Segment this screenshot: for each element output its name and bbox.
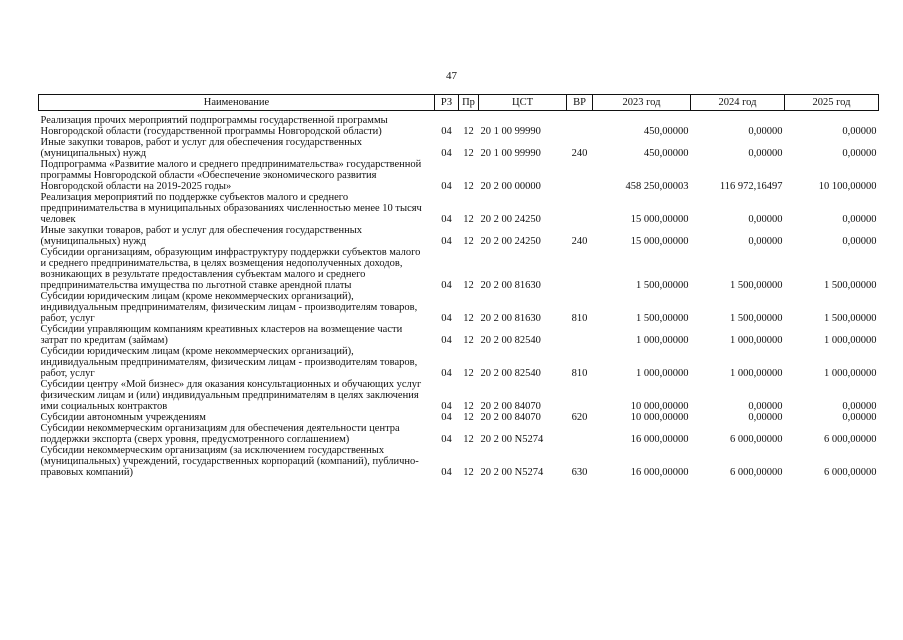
cell-pr: 12 [463,467,474,478]
cell-2025: 0,00000 [842,412,877,423]
cell-vr [567,159,593,192]
cell-cst: 20 2 00 81630 [480,280,541,291]
cell-2024: 6 000,00000 [730,467,783,478]
header-2025: 2025 год [785,95,879,111]
cell-name: Субсидии центру «Мой бизнес» для оказания консультационных и обучающих услуг физическим лицам и (или) индивидуальным предпринимателям в целях заключения ими социальных контрактов [40,379,422,412]
cell-pr: 12 [463,368,474,379]
table-row [39,137,879,159]
cell-2023: 450,00000 [643,126,689,137]
cell-pr: 12 [463,412,474,423]
cell-2025: 0,00000 [842,148,877,159]
cell-2023: 1 500,00000 [636,280,689,291]
cell-2023: 15 000,00000 [630,214,689,225]
cell-rz: 04 [441,434,452,445]
cell-2024: 1 500,00000 [730,280,783,291]
cell-cst: 20 2 00 N5274 [480,434,544,445]
table-row [39,192,879,225]
cell-2025: 1 000,00000 [824,335,877,346]
cell-cst: 20 2 00 81630 [480,313,541,324]
cell-name: Субсидии организациям, образующим инфраструктуру поддержки субъектов малого и среднего предпринимательства, в целях возмещения недополученных доходов, возникающих в результате предоставления субъектам малого и среднего предпринимательства имущества по льготной ставке арендной платы [40,247,421,291]
cell-cst: 20 2 00 82540 [480,368,541,379]
table-body [39,111,879,479]
cell-2025: 1 500,00000 [824,313,877,324]
cell-cst: 20 2 00 24250 [480,214,541,225]
cell-pr: 12 [463,181,474,192]
cell-cst: 20 1 00 99990 [480,148,541,159]
table-row [39,379,879,412]
header-pr: Пр [459,95,479,111]
cell-vr [567,111,593,138]
cell-pr: 12 [463,236,474,247]
cell-pr: 12 [463,126,474,137]
table-row [39,111,879,138]
cell-2025: 0,00000 [842,214,877,225]
cell-vr [567,247,593,291]
cell-vr: 810 [571,313,588,324]
cell-rz: 04 [441,181,452,192]
cell-2023: 450,00000 [643,148,689,159]
cell-name: Субсидии юридическим лицам (кроме некоммерческих организаций), индивидуальным предпринимателям, физическим лицам - производителям товаров, работ, услуг [40,291,418,324]
cell-name: Субсидии некоммерческим организациям для обеспечения деятельности центра поддержки экспорта (сверх уровня, предусмотренного соглашением) [40,423,400,445]
cell-pr: 12 [463,434,474,445]
cell-2024: 0,00000 [748,148,783,159]
header-2023: 2023 год [593,95,691,111]
cell-2025: 6 000,00000 [824,434,877,445]
cell-vr [567,423,593,445]
header-2024: 2024 год [691,95,785,111]
cell-name: Субсидии автономным учреждениям [40,412,206,423]
cell-cst: 20 1 00 99990 [480,126,541,137]
table-row [39,159,879,192]
cell-2024: 0,00000 [748,214,783,225]
cell-vr: 240 [571,148,588,159]
cell-rz: 04 [441,236,452,247]
cell-vr [567,192,593,225]
cell-2024: 0,00000 [748,126,783,137]
cell-2023: 1 500,00000 [636,313,689,324]
cell-name: Субсидии некоммерческим организациям (за исключением государственных (муниципальных) учреждений, государственных корпораций (компаний), публично-правовых компаний) [40,445,419,478]
cell-cst: 20 2 00 84070 [480,401,541,412]
cell-2023: 10 000,00000 [630,401,689,412]
cell-2023: 1 000,00000 [636,368,689,379]
cell-vr: 620 [571,412,588,423]
cell-name: Субсидии юридическим лицам (кроме некоммерческих организаций), индивидуальным предпринимателям, физическим лицам - производителям товаров, работ, услуг [40,346,418,379]
cell-2023: 1 000,00000 [636,335,689,346]
cell-rz: 04 [441,401,452,412]
cell-name: Субсидии управляющим компаниям креативных кластеров на возмещение части затрат по кредитам (займам) [40,324,403,346]
cell-2025: 0,00000 [842,126,877,137]
cell-name: Подпрограмма «Развитие малого и среднего предпринимательства» государственной программы Новгородской области «Обеспечение экономического развития Новгородской области на 2019-2025 годы» [40,159,422,192]
cell-name: Иные закупки товаров, работ и услуг для обеспечения государственных (муниципальных) нужд [40,225,363,247]
cell-rz: 04 [441,335,452,346]
budget-table [38,94,879,478]
cell-pr: 12 [463,401,474,412]
cell-vr: 240 [571,236,588,247]
cell-cst: 20 2 00 24250 [480,236,541,247]
cell-cst: 20 2 00 N5274 [480,467,544,478]
cell-cst: 20 2 00 84070 [480,412,541,423]
cell-rz: 04 [441,368,452,379]
cell-pr: 12 [463,313,474,324]
cell-cst: 20 2 00 00000 [480,181,541,192]
cell-2023: 458 250,00003 [625,181,689,192]
cell-2024: 116 972,16497 [719,181,783,192]
table-row [39,346,879,379]
cell-rz: 04 [441,280,452,291]
cell-2025: 1 000,00000 [824,368,877,379]
table-row [39,225,879,247]
table-row [39,324,879,346]
table-header [39,95,879,111]
cell-pr: 12 [463,214,474,225]
cell-2024: 0,00000 [748,401,783,412]
header-rz: РЗ [435,95,459,111]
cell-2024: 0,00000 [748,412,783,423]
cell-2023: 10 000,00000 [630,412,689,423]
header-name: Наименование [39,95,435,111]
cell-name: Реализация прочих мероприятий подпрограммы государственной программы Новгородской области (государственной программы Новгородской области) [40,115,388,137]
header-cst: ЦСТ [479,95,567,111]
page-number: 47 [446,70,457,82]
cell-vr: 630 [571,467,588,478]
cell-name: Иные закупки товаров, работ и услуг для обеспечения государственных (муниципальных) нужд [40,137,363,159]
cell-pr: 12 [463,335,474,346]
cell-vr [567,379,593,412]
cell-rz: 04 [441,126,452,137]
table-row [39,291,879,324]
cell-2024: 1 000,00000 [730,368,783,379]
cell-rz: 04 [441,313,452,324]
cell-2024: 1 500,00000 [730,313,783,324]
cell-pr: 12 [463,280,474,291]
table-row [39,412,879,423]
cell-vr [567,324,593,346]
cell-cst: 20 2 00 82540 [480,335,541,346]
cell-2023: 16 000,00000 [630,467,689,478]
cell-rz: 04 [441,412,452,423]
cell-2025: 0,00000 [842,401,877,412]
cell-2023: 16 000,00000 [630,434,689,445]
cell-2025: 6 000,00000 [824,467,877,478]
cell-vr: 810 [571,368,588,379]
cell-rz: 04 [441,148,452,159]
cell-2025: 0,00000 [842,236,877,247]
cell-name: Реализация мероприятий по поддержке субъектов малого и среднего предпринимательства в муниципальных образованиях численностью менее 10 тысяч человек [40,192,422,225]
cell-2024: 0,00000 [748,236,783,247]
cell-2024: 6 000,00000 [730,434,783,445]
cell-pr: 12 [463,148,474,159]
table-row [39,423,879,445]
cell-rz: 04 [441,214,452,225]
table-row [39,247,879,291]
cell-2025: 10 100,00000 [818,181,877,192]
header-vr: ВР [567,95,593,111]
cell-rz: 04 [441,467,452,478]
cell-2024: 1 000,00000 [730,335,783,346]
table-row [39,445,879,478]
cell-2025: 1 500,00000 [824,280,877,291]
cell-2023: 15 000,00000 [630,236,689,247]
